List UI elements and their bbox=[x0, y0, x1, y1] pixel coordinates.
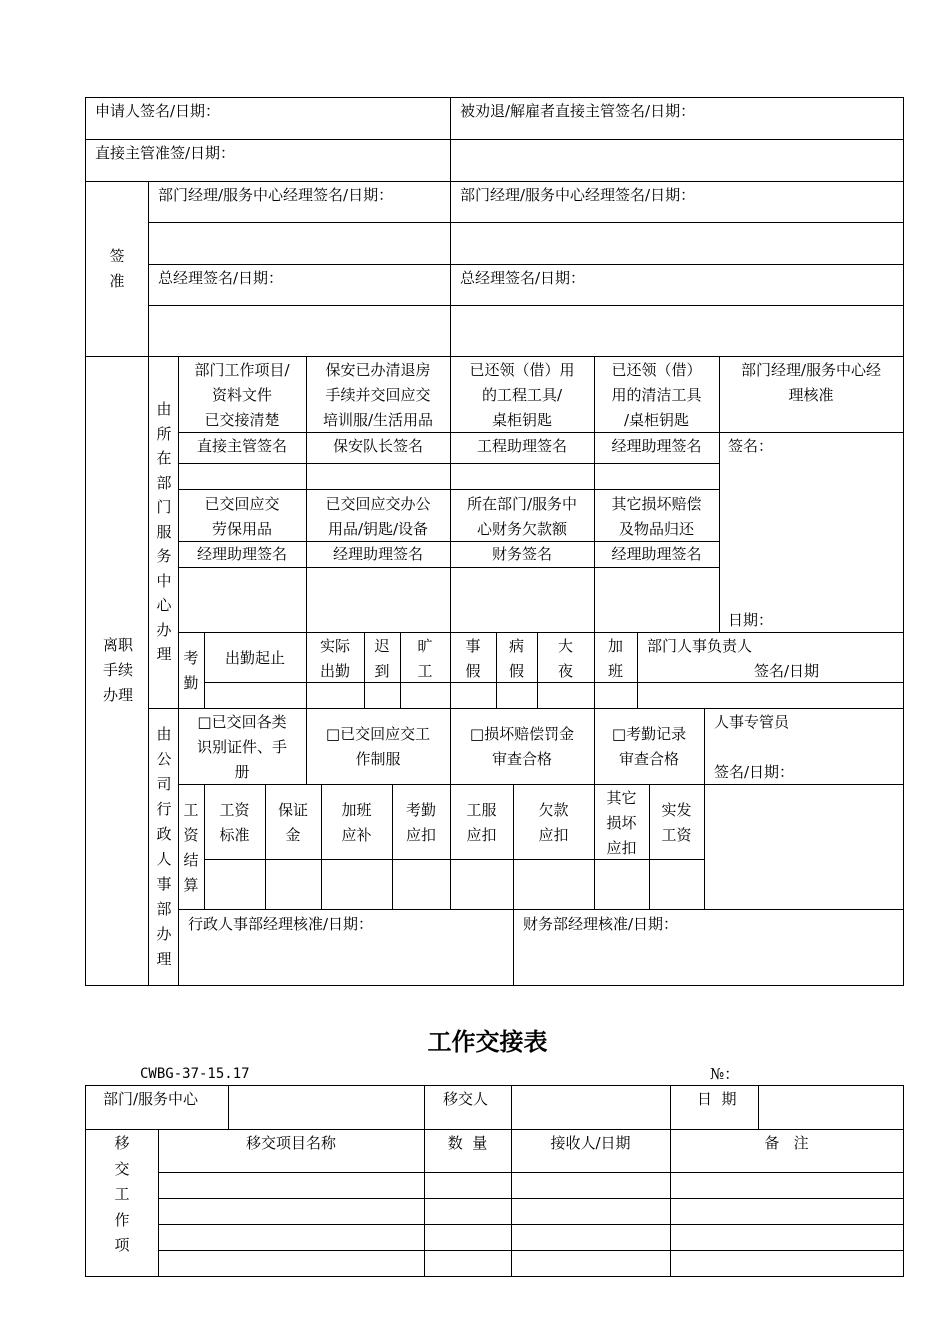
overtime-supplement: 加班 应补 bbox=[341, 801, 372, 844]
dept-hr-head-label: 部门人事负责人 bbox=[647, 637, 753, 655]
finance-manager-approval: 财务部经理核准/日期： bbox=[523, 915, 679, 933]
manager-assistant-signature: 经理助理签名 bbox=[332, 545, 423, 563]
signature-label: 签名： bbox=[728, 437, 774, 455]
engineering-assistant-signature: 工程助理签名 bbox=[476, 437, 567, 455]
finance-signature: 财务签名 bbox=[491, 545, 552, 563]
uniform-deduction: 工服 应扣 bbox=[466, 801, 497, 844]
engineering-tools-returned: 已还领（借）用 的工程工具/ 桌柜钥匙 bbox=[469, 361, 575, 429]
net-salary: 实发 工资 bbox=[661, 801, 692, 844]
direct-supervisor-approval-label: 直接主管准签/日期： bbox=[95, 144, 236, 162]
item-name-header: 移交项目名称 bbox=[245, 1134, 336, 1152]
hr-specialist-label: 人事专管员 bbox=[714, 713, 790, 731]
other-damage-deduction: 其它 损坏 应扣 bbox=[606, 789, 637, 857]
debt-deduction: 欠款 应扣 bbox=[538, 801, 569, 844]
attendance-period: 出勤起止 bbox=[224, 649, 285, 667]
uniform-returned-checkbox: □已交回应交工 作制服 bbox=[325, 725, 431, 768]
security-checkout-returned: 保安已办清退房 手续并交回应交 培训服/生活用品 bbox=[322, 361, 434, 429]
date-label: 日期： bbox=[728, 611, 774, 629]
damage-fine-checked-checkbox: □损坏赔偿罚金 审查合格 bbox=[469, 725, 575, 768]
applicant-signature-label: 申请人签名/日期： bbox=[95, 102, 221, 120]
finance-debt-amount: 所在部门/服务中 心财务欠款额 bbox=[466, 495, 578, 538]
general-manager-signature-date-label: 总经理签名/日期： bbox=[158, 269, 284, 287]
resignation-procedure-label: 离职 手续 办理 bbox=[102, 636, 133, 704]
attendance-deduction: 考勤 应扣 bbox=[405, 801, 436, 844]
manager-assistant-signature: 经理助理签名 bbox=[196, 545, 287, 563]
other-damage-compensation: 其它损坏赔偿 及物品归还 bbox=[611, 495, 702, 538]
dept-manager-signature-date-label: 部门经理/服务中心经理签名/日期： bbox=[158, 186, 394, 204]
safety-gear-returned: 已交回应交 劳保用品 bbox=[204, 495, 280, 538]
manager-assistant-signature: 经理助理签名 bbox=[611, 545, 702, 563]
attendance-record-checked-checkbox: □考勤记录 审查合格 bbox=[611, 725, 687, 768]
form-code: CWBG-37-15.17 bbox=[140, 1066, 250, 1082]
dept-hr-head-signature-date: 签名/日期 bbox=[754, 662, 820, 680]
mover-label: 移交人 bbox=[443, 1090, 489, 1108]
security-captain-signature: 保安队长签名 bbox=[332, 437, 423, 455]
salary-standard: 工资 标准 bbox=[219, 801, 250, 844]
hr-specialist-signature-date: 签名/日期： bbox=[714, 763, 795, 781]
overtime: 加 班 bbox=[607, 637, 623, 680]
dept-manager-signature-label: 部门经理/服务中心经理签名/日期： bbox=[460, 186, 696, 204]
department-handling-label: 由 所 在 部 门 服 务 中 心 办 理 bbox=[156, 400, 172, 663]
quantity-header: 数 量 bbox=[447, 1134, 488, 1152]
sick-leave: 病 假 bbox=[508, 637, 524, 680]
late: 迟 到 bbox=[374, 637, 390, 680]
approval-section-label: 签 准 bbox=[109, 247, 125, 290]
office-supplies-returned: 已交回应交办公 用品/钥匙/设备 bbox=[325, 495, 431, 538]
work-items-handed-over: 部门工作项目/ 资料文件 已交接清楚 bbox=[194, 361, 290, 429]
receiver-date-header: 接收人/日期 bbox=[550, 1134, 631, 1152]
manager-assistant-signature: 经理助理签名 bbox=[611, 437, 702, 455]
number-label: №： bbox=[710, 1065, 740, 1083]
dismissed-supervisor-signature-label: 被劝退/解雇者直接主管签名/日期： bbox=[460, 102, 696, 120]
date-label: 日 期 bbox=[697, 1090, 737, 1108]
admin-hr-handling-label: 由 公 司 行 政 人 事 部 办 理 bbox=[156, 725, 172, 968]
remarks-header: 备 注 bbox=[764, 1134, 809, 1152]
general-manager-signature-label: 总经理签名/日期： bbox=[460, 269, 586, 287]
handover-title: 工作交接表 bbox=[427, 1027, 548, 1056]
admin-hr-manager-approval: 行政人事部经理核准/日期： bbox=[188, 915, 374, 933]
department-label: 部门/服务中心 bbox=[103, 1090, 199, 1108]
handover-items-label: 移 交 工 作 项 bbox=[114, 1134, 130, 1254]
attendance-label: 考 勤 bbox=[183, 649, 199, 692]
personal-leave: 事 假 bbox=[465, 637, 481, 680]
salary-settlement-label: 工 资 结 算 bbox=[183, 801, 199, 894]
id-documents-returned-checkbox: □已交回各类 识别证件、手 册 bbox=[196, 713, 287, 781]
absent: 旷 工 bbox=[417, 637, 433, 680]
night-shift: 大 夜 bbox=[557, 637, 573, 680]
dept-manager-approval: 部门经理/服务中心经 理核准 bbox=[740, 361, 882, 404]
direct-supervisor-signature: 直接主管签名 bbox=[196, 437, 287, 455]
deposit: 保证 金 bbox=[277, 801, 308, 844]
actual-attendance: 实际 出勤 bbox=[319, 637, 350, 680]
cleaning-tools-returned: 已还领（借） 用的清洁工具 /桌柜钥匙 bbox=[611, 361, 702, 429]
